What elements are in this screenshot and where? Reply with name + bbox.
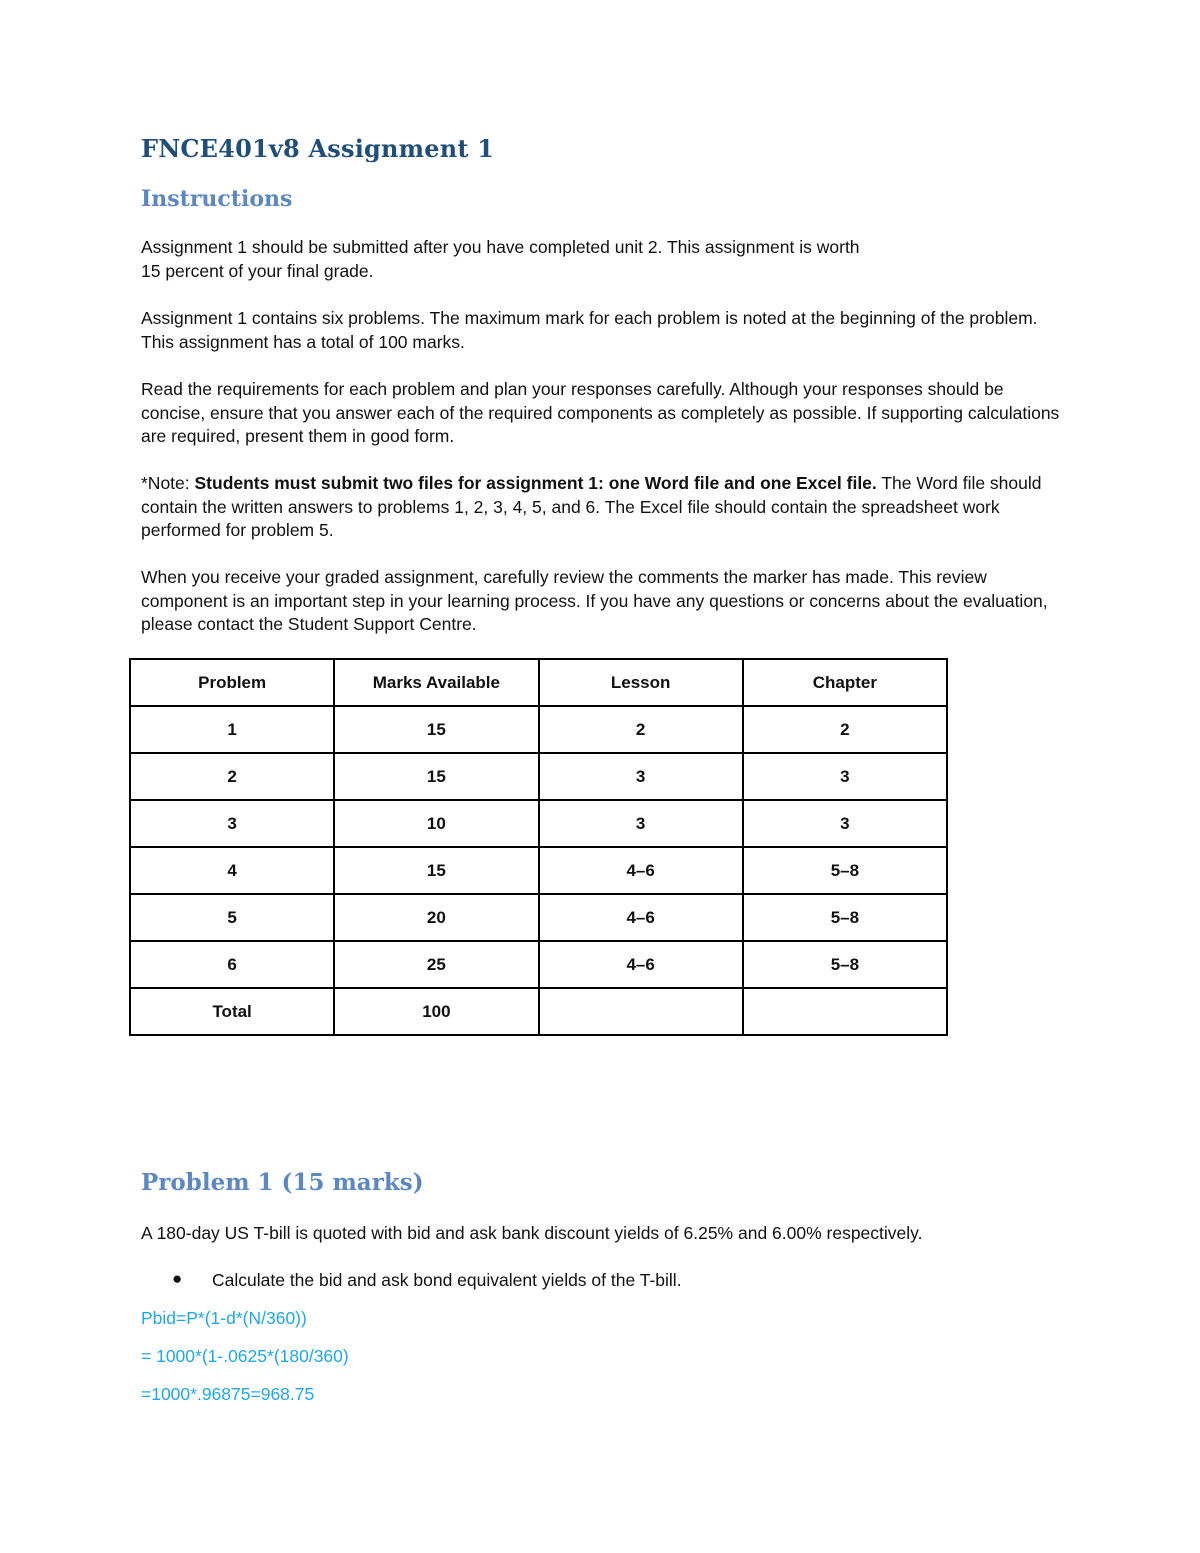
table-total-row — [130, 988, 947, 1035]
problem1-statement: A 180-day US T-bill is quoted with bid and ask bank discount yields of 6.25% and 6.00% respectively. — [141, 1223, 923, 1243]
table-cell: 2 — [539, 706, 743, 753]
table-row — [130, 753, 947, 800]
marks-table — [129, 658, 948, 1036]
table-cell: 4 — [130, 847, 334, 894]
table-row — [130, 941, 947, 988]
table-cell: 3 — [743, 800, 947, 847]
table-cell: 5–8 — [743, 941, 947, 988]
table-cell: 5 — [130, 894, 334, 941]
table-header-row — [130, 659, 947, 706]
calc-line: = 1000*(1-.0625*(180/360) — [141, 1346, 349, 1366]
table-cell: 5–8 — [743, 894, 947, 941]
calc-line: Pbid=P*(1-d*(N/360)) — [141, 1308, 307, 1328]
table-cell: 3 — [539, 753, 743, 800]
table-cell — [743, 988, 947, 1035]
table-header-cell: Chapter — [743, 659, 947, 706]
note-bold: Students must submit two files for assignment 1: one Word file and one Excel file. — [194, 473, 877, 493]
table-header-cell: Marks Available — [334, 659, 538, 706]
paragraph-requirements: Read the requirements for each problem and plan your responses carefully. Although your responses should be concise, ensure that you answer each of the required components as completely as possible. If supporting calculations are required, present them in good form. — [141, 379, 1060, 446]
bullet-icon: ● — [172, 1269, 183, 1288]
table-cell: 4–6 — [539, 894, 743, 941]
table-cell: 3 — [539, 800, 743, 847]
calc-line: =1000*.96875=968.75 — [141, 1384, 315, 1404]
table-cell: 4–6 — [539, 847, 743, 894]
table-row — [130, 706, 947, 753]
table-cell: 5–8 — [743, 847, 947, 894]
note-rest: The Word file should contain the written answers to problems 1, 2, 3, 4, 5, and 6. The Excel file should contain the spreadsheet work performed for problem 5. — [141, 473, 1042, 540]
problem1-bullet: Calculate the bid and ask bond equivalent yields of the T-bill. — [212, 1270, 682, 1290]
table-cell: 6 — [130, 941, 334, 988]
paragraph-note — [141, 472, 1071, 543]
table-cell: 15 — [334, 706, 538, 753]
table-header-cell: Problem — [130, 659, 334, 706]
table-cell — [539, 988, 743, 1035]
note-prefix: *Note: — [141, 473, 195, 493]
paragraph-problems: Assignment 1 contains six problems. The maximum mark for each problem is noted at the beginning of the problem. This assignment has a total of 100 marks. — [141, 308, 1038, 352]
paragraph-submission-line1: Assignment 1 should be submitted after you have completed unit 2. This assignment is worth — [141, 237, 860, 257]
paragraph-submission-line2: 15 percent of your final grade. — [141, 260, 374, 281]
table-cell: 100 — [334, 988, 538, 1035]
table-cell: 25 — [334, 941, 538, 988]
table-cell: 1 — [130, 706, 334, 753]
paragraph-submission — [141, 236, 1071, 283]
document-title: FNCE401v8 Assignment 1 — [141, 134, 495, 163]
table-cell: 2 — [743, 706, 947, 753]
table-cell: 20 — [334, 894, 538, 941]
table-cell: 15 — [334, 753, 538, 800]
table-cell: 10 — [334, 800, 538, 847]
table-row — [130, 800, 947, 847]
table-cell: 15 — [334, 847, 538, 894]
table-cell: 2 — [130, 753, 334, 800]
paragraph-review: When you receive your graded assignment, carefully review the comments the marker has made. This review component is an important step in your learning process. If you have any questions or concerns about the evaluation, please contact the Student Support Centre. — [141, 567, 1048, 634]
table-header-cell: Lesson — [539, 659, 743, 706]
problem1-heading: Problem 1 (15 marks) — [141, 1169, 424, 1196]
table-cell: 3 — [130, 800, 334, 847]
table-cell: Total — [130, 988, 334, 1035]
table-row — [130, 894, 947, 941]
table-cell: 3 — [743, 753, 947, 800]
table-row — [130, 847, 947, 894]
table-cell: 4–6 — [539, 941, 743, 988]
instructions-heading: Instructions — [141, 186, 293, 212]
